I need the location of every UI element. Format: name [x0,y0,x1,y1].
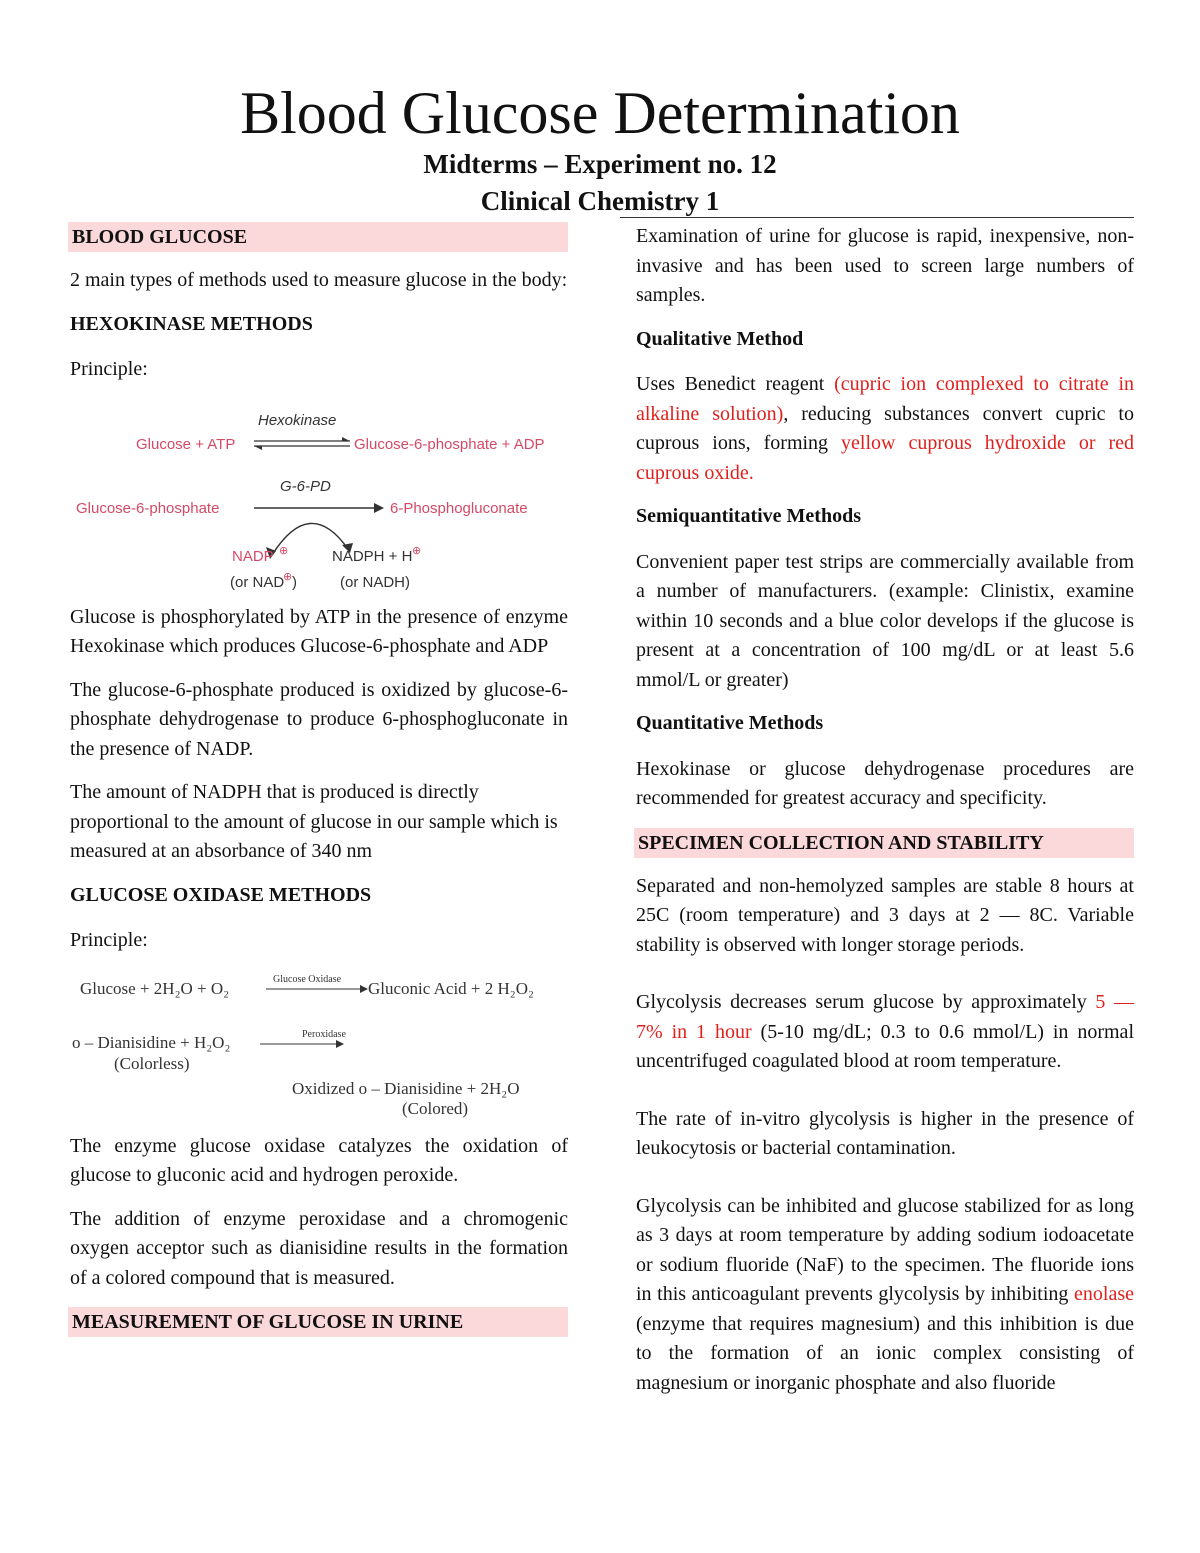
svg-text:): ) [292,573,297,591]
reaction1-reactants: Glucose + ATP [136,435,236,453]
left-column [70,222,568,1351]
glucose-oxidase-reaction-figure [70,970,568,1120]
quantitative-paragraph: Hexokinase or glucose dehydrogenase procedures are recommended for greatest accuracy and specificity. [636,757,1134,809]
hexokinase-paragraph-3: The amount of NADPH that is produced is directly proportional to the amount of glucose in our sample which is measured at an absorbance of 340 nm [70,781,558,862]
document-title: Blood Glucose Determination [240,80,960,146]
reaction2-substrate: Glucose-6-phosphate [76,499,220,517]
hexokinase-reaction-figure [70,399,568,591]
svg-text:⊕: ⊕ [283,570,293,583]
gox-eq1-enzyme: Glucose Oxidase [273,973,342,985]
glucose-oxidase-paragraph-2: The addition of enzyme peroxidase and a chromogenic oxygen acceptor such as dianisidine results in the formation of a colored compound that is measured. [70,1207,568,1289]
reaction1-products: Glucose-6-phosphate + ADP [354,435,545,453]
glycolysis-rate-highlight: 5 — 7% in 1 hour [636,991,1135,1043]
cuprous-product-highlight: yellow cuprous hydroxide or red cuprous oxide. [636,432,1135,484]
qualitative-paragraph: Uses Benedict reagent (cupric ion complexed to citrate in alkaline solution), reducing substances convert cupric to cuprous ions, forming yellow cuprous hydroxide or red cuprous oxide. [636,373,1135,484]
semiquantitative-heading: Semiquantitative Methods [636,505,861,527]
gox-eq1-products: Gluconic Acid + 2 H₂O₂ [368,978,534,998]
benedict-reagent-highlight: (cupric ion complexed to citrate in alkaline solution) [636,373,1134,425]
reaction2-product: 6-Phosphogluconate [390,499,528,517]
svg-text:⊕: ⊕ [279,544,289,557]
intro-paragraph: 2 main types of methods used to measure glucose in the body: [70,269,568,291]
right-column [636,222,1134,1412]
gox-eq1-reactants: Glucose + 2H₂O + O₂ [80,978,230,998]
quantitative-heading: Quantitative Methods [636,712,824,734]
hexokinase-heading: HEXOKINASE METHODS [70,312,313,335]
nadph-label: NADPH + H [332,547,413,565]
specimen-paragraph-2: Glycolysis decreases serum glucose by approximately 5 — 7% in 1 hour (5-10 mg/dL; 0.3 to 0.6 mmol/L) in normal uncentrifuged coagulated blood at room temperature. [636,991,1135,1072]
hexokinase-principle-label: Principle: [70,358,148,380]
qualitative-heading: Qualitative Method [636,327,804,350]
section-band-urine: MEASUREMENT OF GLUCOSE IN URINE [68,1307,568,1337]
gox-eq2-reactants: o – Dianisidine + H₂O₂ [72,1032,231,1052]
svg-text:⊕: ⊕ [412,544,422,557]
document-subtitle-midterms: Midterms – Experiment no. 12 [423,149,777,179]
g6pd-enzyme-label: G-6-PD [280,477,331,495]
nadp-label: NADP [232,547,274,565]
glucose-oxidase-principle-label: Principle: [70,929,148,951]
glucose-oxidase-heading: GLUCOSE OXIDASE METHODS [70,883,372,906]
glucose-oxidase-paragraph-1: The enzyme glucose oxidase catalyzes the oxidation of glucose to gluconic acid and hydrogen peroxide. [70,1134,568,1186]
urine-paragraph: Examination of urine for glucose is rapid, inexpensive, non-invasive and has been used to screen large numbers of samples. [636,225,1134,306]
gox-eq2-enzyme: Peroxidase [302,1028,346,1040]
or-nad-label: (or NAD [230,573,285,591]
specimen-paragraph-1: Separated and non-hemolyzed samples are stable 8 hours at 25C (room temperature) and 3 days at 2 — 8C. Variable stability is observed with longer storage periods. [636,874,1134,956]
document-subtitle-course: Clinical Chemistry 1 [480,186,720,216]
header-rule [620,217,1134,218]
or-nadh-label: (or NADH) [340,573,410,591]
hexokinase-enzyme-label: Hexokinase [258,411,337,429]
section-band-specimen: SPECIMEN COLLECTION AND STABILITY [634,828,1134,858]
section-band-blood-glucose: BLOOD GLUCOSE [68,222,568,252]
specimen-paragraph-3: The rate of in-vitro glycolysis is higher in the presence of leukocytosis or bacterial contamination. [636,1107,1134,1159]
enolase-highlight: enolase [1074,1283,1134,1305]
semiquantitative-paragraph: Convenient paper test strips are commercially available from a number of manufacturers. (example: Clinistix, examine within 10 seconds and a blue color develops if the glucose is present at a concentration of 100 mg/dL or at least 5.6 mmol/L or greater) [636,550,1134,691]
specimen-paragraph-4: Glycolysis can be inhibited and glucose stabilized for as long as 3 days at room temperature by adding sodium iodoacetate or sodium fluoride (NaF) to the specimen. The fluoride ions in this anticoagulant prevents glycolysis by inhibiting enolase (enzyme that requires magnesium) and this inhibition is due to the formation of an ionic complex consisting of magnesium or inorganic phosphate and also fluoride [636,1194,1134,1394]
hexokinase-paragraph-2: The glucose-6-phosphate produced is oxidized by glucose-6-phosphate dehydrogenase to produce 6-phosphogluconate in the presence of NADP. [70,678,568,760]
hexokinase-paragraph-1: Glucose is phosphorylated by ATP in the presence of enzyme Hexokinase which produces Glucose-6-phosphate and ADP [70,605,568,657]
gox-eq2-products: Oxidized o – Dianisidine + 2H₂O [292,1078,520,1098]
gox-eq2-colorless-note: (Colorless) [114,1053,190,1073]
gox-eq2-colored-note: (Colored) [402,1098,469,1118]
